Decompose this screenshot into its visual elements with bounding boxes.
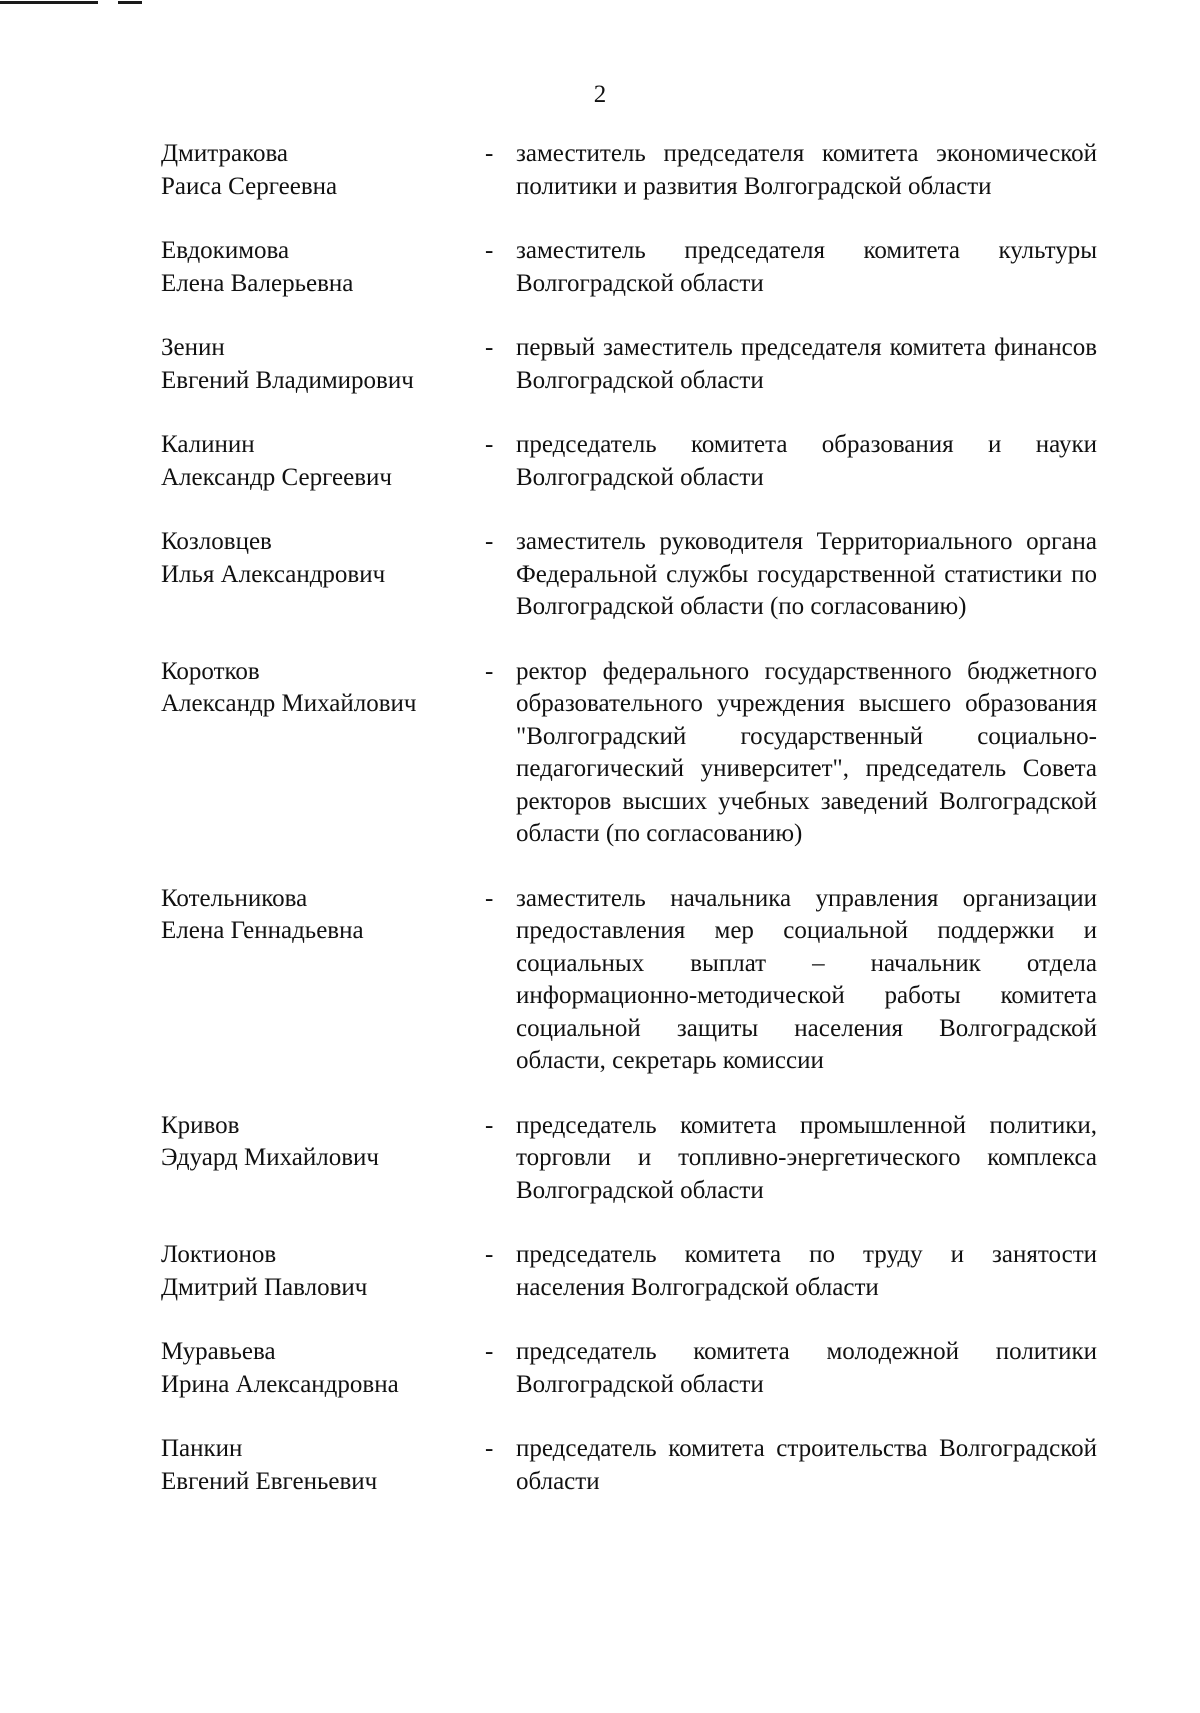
member-entry [161,1336,1097,1401]
list-dash: - [485,1241,494,1268]
list-dash: - [485,528,494,555]
member-position: заместитель начальника управления организации предоставления мер социальной поддержки и социальных выплат – начальник отдела информационно-методической работы комитета социальной защиты населения Волгоградской области, секретарь комиссии [516,884,1097,1074]
member-position: председатель комитета молодежной политики Волгоградской области [516,1338,1097,1398]
list-dash: - [485,237,494,264]
list-dash: - [485,1435,494,1462]
member-name [161,1110,481,1175]
member-name [161,332,481,397]
member-name [161,1336,481,1401]
list-dash: - [485,1338,494,1365]
member-given-name: Елена Геннадьевна [161,917,364,944]
member-given-name: Эдуард Михайлович [161,1144,379,1171]
member-entry [161,1239,1097,1304]
member-entry [161,656,1097,851]
member-position: заместитель председателя комитета экономической политики и развития Волгоградской области [516,140,1097,200]
member-entry [161,1433,1097,1498]
member-surname: Дмитракова [161,140,289,167]
member-given-name: Елена Валерьевна [161,269,354,297]
list-dash: - [485,1111,494,1139]
member-given-name: Александр Сергеевич [161,463,392,491]
member-surname: Муравьева [161,1338,276,1365]
list-dash: - [485,140,494,167]
page-number: 2 [593,81,607,108]
member-list [161,138,1097,1498]
member-entry [161,138,1097,203]
member-entry [161,1110,1097,1208]
member-given-name: Ирина Александровна [161,1370,399,1398]
member-name [161,138,481,203]
member-given-name: Александр Михайлович [161,690,417,717]
member-name [161,883,481,948]
member-surname: Панкин [161,1435,243,1462]
member-surname: Евдокимова [161,237,290,264]
member-position: заместитель председателя комитета культуры Волгоградской области [516,237,1097,297]
member-surname: Зенин [161,334,225,361]
member-name [161,526,481,591]
member-position: председатель комитета строительства Волгоградской области [516,1435,1097,1495]
list-dash: - [485,657,494,685]
member-given-name: Евгений Владимирович [161,366,414,394]
member-name [161,235,481,300]
member-given-name: Дмитрий Павлович [161,1273,368,1301]
member-name [161,1239,481,1304]
scan-edge-mark [118,1,142,4]
member-given-name: Евгений Евгеньевич [161,1467,378,1495]
member-given-name: Илья Александрович [161,560,386,588]
list-dash: - [485,884,494,912]
member-surname: Локтионов [161,1241,277,1268]
list-dash: - [485,431,494,458]
member-position: заместитель руководителя Территориального органа Федеральной службы государственной статистики по Волгоградской области (по согласованию) [516,528,1097,620]
member-name [161,429,481,494]
member-name [161,656,481,721]
member-position: первый заместитель председателя комитета финансов Волгоградской области [516,334,1097,394]
member-entry [161,332,1097,397]
list-dash: - [485,334,494,361]
member-entry [161,883,1097,1078]
member-surname: Козловцев [161,528,272,555]
member-position: председатель комитета по труду и занятости населения Волгоградской области [516,1241,1097,1301]
scan-edge-mark [0,1,98,4]
member-surname: Кривов [161,1111,240,1139]
member-position: председатель комитета промышленной политики, торговли и топливно-энергетического комплекса Волгоградской области [516,1111,1097,1204]
member-surname: Котельникова [161,884,308,912]
member-given-name: Раиса Сергеевна [161,172,338,200]
member-name [161,1433,481,1498]
member-entry [161,526,1097,624]
member-position: председатель комитета образования и науки Волгоградской области [516,431,1097,491]
member-position: ректор федерального государственного бюджетного образовательного учреждения высшего образования "Волгоградский государственный социально-педагогический университет", председатель Совета ректоров высших учебных заведений Волгоградской области (по согласованию) [516,657,1097,847]
member-entry [161,429,1097,494]
member-surname: Калинин [161,431,255,458]
member-surname: Коротков [161,657,260,685]
member-entry [161,235,1097,300]
